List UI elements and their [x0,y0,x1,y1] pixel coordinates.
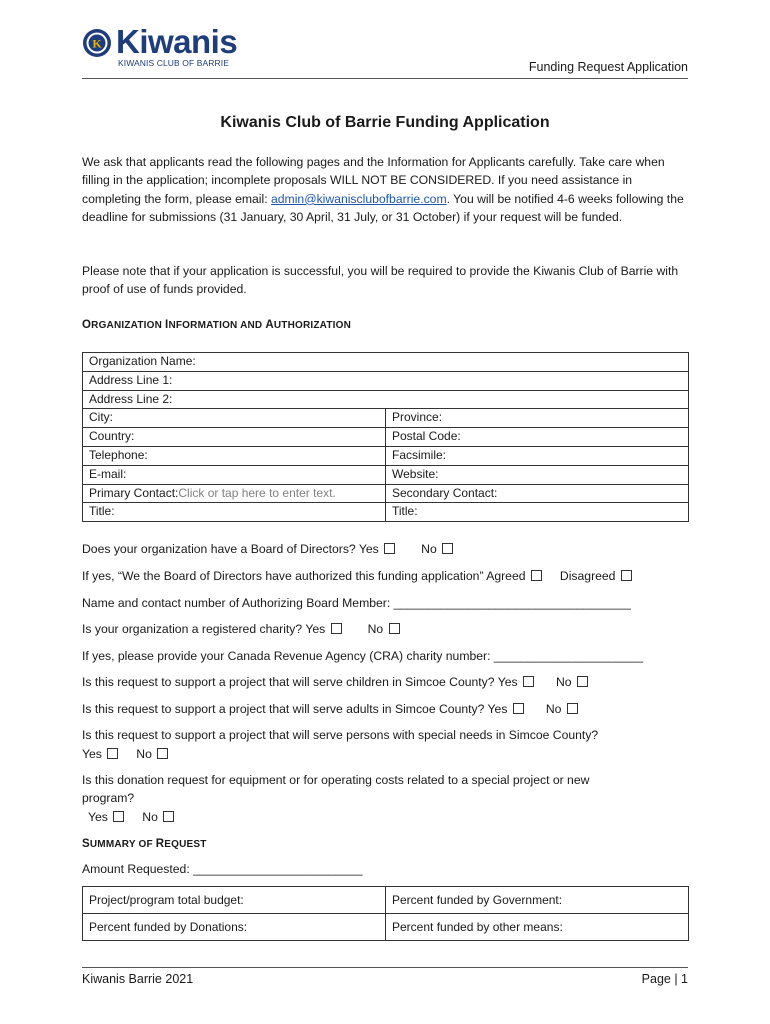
kiwanis-emblem-icon [82,28,112,58]
amount-requested[interactable]: Amount Requested: _________________________ [82,862,363,876]
postal-code-field[interactable]: Postal Code: [386,428,689,447]
city-field[interactable]: City: [83,409,386,428]
org-name-field[interactable]: Organization Name: [83,353,689,372]
title-right-field[interactable]: Title: [386,503,689,522]
board-yes-checkbox[interactable] [384,543,395,554]
province-field[interactable]: Province: [386,409,689,428]
other-funding-field[interactable]: Percent funded by other means: [386,914,689,941]
logo-wordmark: Kiwanis [116,23,238,60]
question-adults: Is this request to support a project that will serve adults in Simcoe County? Yes No [82,702,578,716]
question-donation-type: Is this donation request for equipment or for operating costs related to a special project or new [82,773,590,787]
disagreed-checkbox[interactable] [621,570,632,581]
special-needs-no-checkbox[interactable] [157,748,168,759]
document-title: Kiwanis Club of Barrie Funding Application [220,114,550,131]
organization-info-table [82,352,689,522]
header-title: Funding Request Application [528,60,688,74]
email-field[interactable]: E-mail: [83,465,386,484]
kiwanis-logo [82,23,252,72]
section-heading-organization: ORGANIZATION INFORMATION AND AUTHORIZATION [82,319,352,331]
logo-subtitle: KIWANIS CLUB OF BARRIE [118,58,229,68]
country-field[interactable]: Country: [83,428,386,447]
charity-no-checkbox[interactable] [389,623,400,634]
question-cra-number[interactable]: If yes, please provide your Canada Revenue Agency (CRA) charity number: ______________________ [82,649,643,663]
facsimile-field[interactable]: Facsimile: [386,446,689,465]
adults-yes-checkbox[interactable] [513,703,524,714]
charity-yes-checkbox[interactable] [331,623,342,634]
address-line-2-field[interactable]: Address Line 2: [83,390,689,409]
website-field[interactable]: Website: [386,465,689,484]
intro-paragraph: We ask that applicants read the following pages and the Information for Applicants carefully. Take care when filling in the application; incomplete proposals WILL NOT BE CONSIDERED. If you need assistance in completing the form, please email: admin@kiwanisclubofbarrie.com. You will be notified 4-6 weeks following the deadline for submissions (31 January, 30 April, 31 July, or 31 October) if your request will be funded. [82,155,684,225]
question-board-of-directors: Does your organization have a Board of Directors? Yes No [82,542,453,556]
children-no-checkbox[interactable] [577,676,588,687]
header-divider [82,78,688,79]
board-no-checkbox[interactable] [442,543,453,554]
svg-text:K: K [92,36,102,51]
children-yes-checkbox[interactable] [523,676,534,687]
donations-funding-field[interactable]: Percent funded by Donations: [83,914,386,941]
donation-no-checkbox[interactable] [163,811,174,822]
primary-contact-field[interactable]: Primary Contact:Click or tap here to enter text. [83,484,386,503]
note-paragraph: Please note that if your application is successful, you will be required to provide the Kiwanis Club of Barrie with proof of use of funds provided. [82,264,679,297]
donation-yes-checkbox[interactable] [113,811,124,822]
footer-divider [82,967,688,968]
total-budget-field[interactable]: Project/program total budget: [83,887,386,914]
question-special-needs: Is this request to support a project that will serve persons with special needs in Simcoe County? [82,728,599,742]
admin-email-link[interactable]: admin@kiwanisclubofbarrie.com [271,191,447,206]
telephone-field[interactable]: Telephone: [83,446,386,465]
adults-no-checkbox[interactable] [567,703,578,714]
title-left-field[interactable]: Title: [83,503,386,522]
secondary-contact-field[interactable]: Secondary Contact: [386,484,689,503]
summary-table [82,886,689,941]
footer-left-text: Kiwanis Barrie 2021 [82,972,194,986]
question-board-authorized: If yes, “We the Board of Directors have authorized this funding application” Agreed Disagreed [82,569,632,583]
question-registered-charity: Is your organization a registered charity? Yes No [82,622,400,636]
primary-contact-placeholder[interactable]: Click or tap here to enter text. [178,485,336,500]
question-board-member[interactable]: Name and contact number of Authorizing Board Member: ___________________________________ [82,596,631,610]
question-donation-type-cont: program? [82,791,135,805]
special-needs-options: Yes No [82,747,168,761]
special-needs-yes-checkbox[interactable] [107,748,118,759]
donation-type-options: Yes No [88,810,174,824]
address-line-1-field[interactable]: Address Line 1: [83,371,689,390]
government-funding-field[interactable]: Percent funded by Government: [386,887,689,914]
section-heading-summary: SUMMARY OF REQUEST [82,838,207,850]
agreed-checkbox[interactable] [531,570,542,581]
page-number: Page | 1 [641,972,688,986]
question-children: Is this request to support a project that will serve children in Simcoe County? Yes No [82,675,588,689]
